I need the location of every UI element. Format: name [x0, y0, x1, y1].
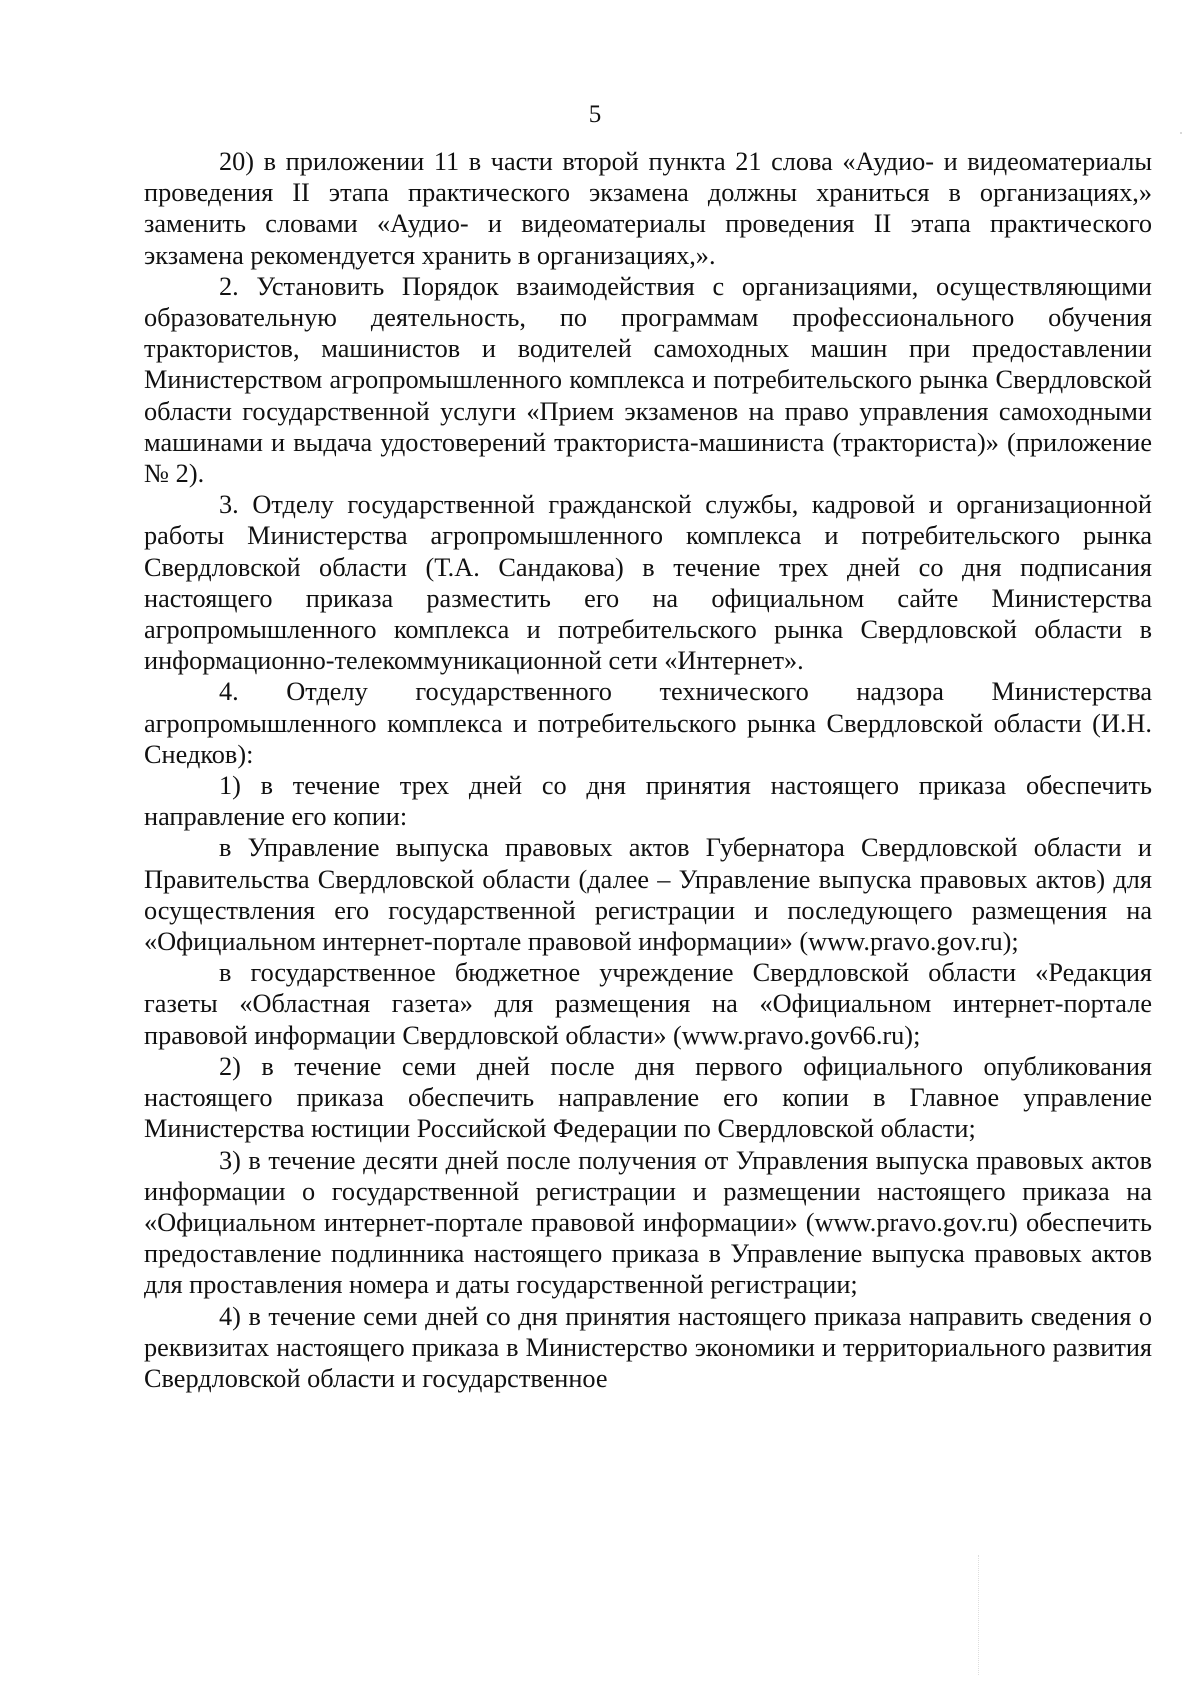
item-oblastnaya-gazeta: в государственное бюджетное учреждение Свердловской области «Редакция газеты «Областная газета» для размещения на «Официальном интернет-портале правовой информации Свердловской области» (www.pravo.gov66.ru);: [144, 958, 1152, 1050]
item-legal-acts-department: в Управление выпуска правовых актов Губернатора Свердловской области и Правительства Свердловской области (далее – Управление выпуска правовых актов) для осуществления его государственной регистрации и последующего размещения на «Официальном интернет-портале правовой информации» (www.pravo.gov.ru);: [144, 833, 1152, 957]
page-number-area: [0, 0, 1200, 140]
subparagraph-4-4-details-to-ministry: 4) в течение семи дней со дня принятия настоящего приказа направить сведения о реквизитах настоящего приказа в Министерство экономики и территориального развития Свердловской области и государственное: [144, 1301, 1152, 1393]
scan-artifact-dots: [978, 1555, 980, 1675]
subparagraph-4-3-original-copy: 3) в течение десяти дней после получения от Управления выпуска правовых актов информации о государственной регистрации и размещении настоящего приказа на «Официальном интернет-портале правовой информации» (www.pravo.gov.ru) обеспечить предоставление подлинника настоящего приказа в Управление выпуска правовых актов для проставления номера и даты государственной регистрации;: [144, 1145, 1152, 1300]
paragraph-annex-11-amendment: 20) в приложении 11 в части второй пункта 21 слова «Аудио- и видеоматериалы проведения II этапа практического экзамена должны храниться в организациях,» заменить словами «Аудио- и видеоматериалы проведения II этапа практического экзамена рекомендуется хранить в организациях,».: [144, 147, 1152, 270]
paragraph-3-publish-on-website: 3. Отделу государственной гражданской службы, кадровой и организационной работы Министерства агропромышленного комплекса и потребительского рынка Свердловской области (Т.А. Сандакова) в течение трех дней со дня подписания настоящего приказа разместить его на официальном сайте Министерства агропромышленного комплекса и потребительского рынка Свердловской области в информационно-телекоммуникационной сети «Интернет».: [144, 490, 1152, 676]
subparagraph-4-1-send-copy: 1) в течение трех дней со дня принятия настоящего приказа обеспечить направление его копии:: [144, 771, 1152, 832]
paragraph-4-technical-supervision: 4. Отделу государственного технического надзора Министерства агропромышленного комплекса и потребительского рынка Свердловской области (И.Н. Снедков):: [144, 677, 1152, 769]
scan-speck: [1180, 132, 1182, 134]
paragraph-2-establish-procedure: 2. Установить Порядок взаимодействия с организациями, осуществляющими образовательную деятельность, по программам профессионального обучения трактористов, машинистов и водителей самоходных машин при предоставлении Министерством агропромышленного комплекса и потребительского рынка Свердловской области государственной услуги «Прием экзаменов на право управления самоходными машинами и выдача удостоверений тракториста-машиниста (тракториста)» (приложение № 2).: [144, 271, 1152, 489]
order-body-text: [144, 146, 1152, 1394]
subparagraph-4-2-ministry-of-justice: 2) в течение семи дней после дня первого официального опубликования настоящего приказа обеспечить направление его копии в Главное управление Министерства юстиции Российской Федерации по Свердловской области;: [144, 1051, 1152, 1144]
page-number: 5: [588, 101, 602, 128]
